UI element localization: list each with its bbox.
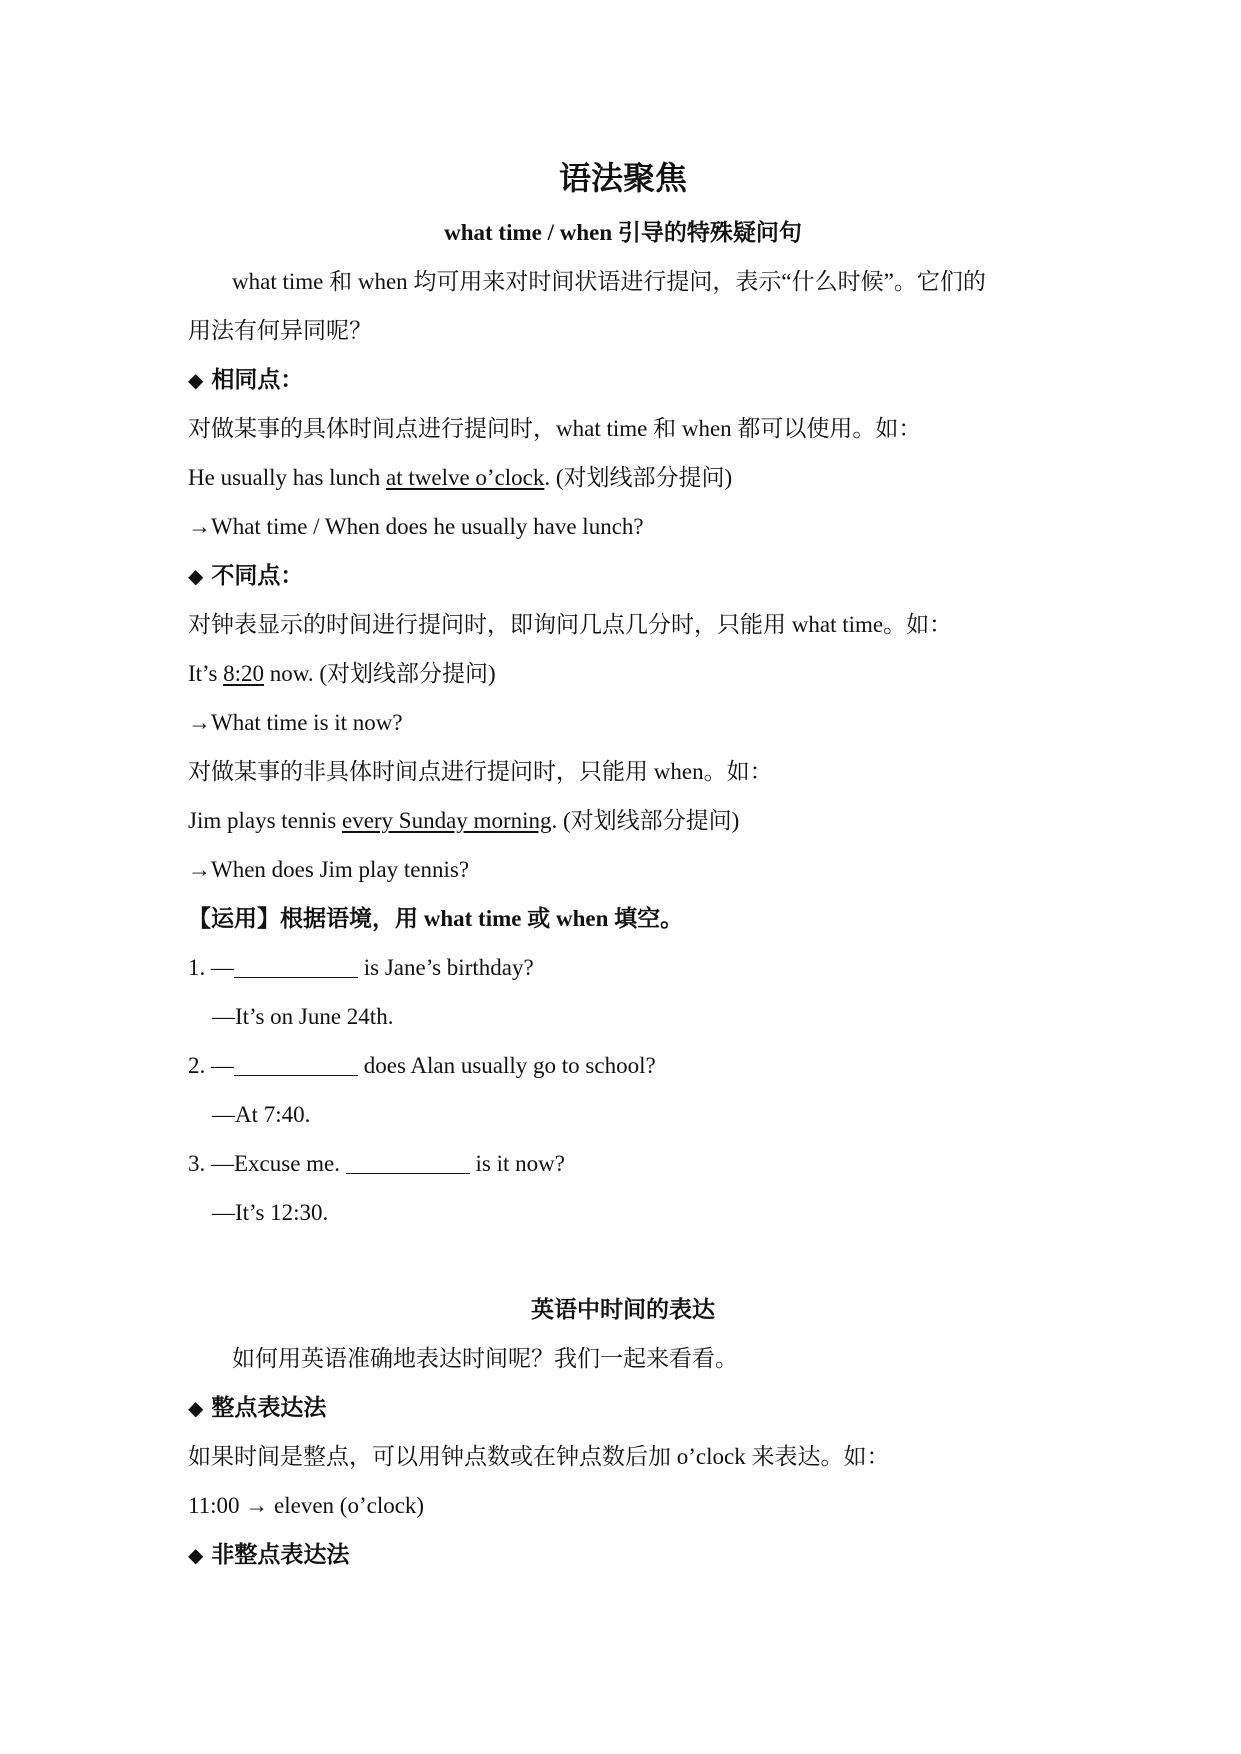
whole-hour-desc: 如果时间是整点，可以用钟点数或在钟点数后加 o’clock 来表达。如： bbox=[188, 1444, 890, 1469]
diamond-bullet-icon: ◆ bbox=[188, 1398, 204, 1420]
question-text: is it now? bbox=[469, 1151, 565, 1176]
practice-question-2 bbox=[188, 1041, 1058, 1090]
diff-points-heading bbox=[188, 551, 1058, 600]
practice-answer-3: —It’s 12:30. bbox=[212, 1200, 329, 1225]
whole-hour-heading bbox=[188, 1383, 1058, 1432]
practice-heading: 【运用】根据语境，用 what time 或 when 填空。 bbox=[188, 906, 684, 931]
diamond-bullet-icon: ◆ bbox=[188, 1545, 204, 1567]
example-text: It’s bbox=[188, 661, 224, 686]
non-whole-hour-label: 非整点表达法 bbox=[211, 1542, 350, 1567]
same-points-heading bbox=[188, 355, 1058, 404]
diamond-bullet-icon: ◆ bbox=[188, 566, 204, 588]
non-whole-hour-heading bbox=[188, 1530, 1058, 1579]
section1-heading: what time / when 引导的特殊疑问句 bbox=[444, 220, 802, 245]
section-spacer bbox=[188, 1237, 1058, 1285]
fill-blank[interactable] bbox=[234, 955, 358, 978]
example-text: Jim plays tennis bbox=[188, 808, 342, 833]
underlined-phrase: every Sunday morning bbox=[341, 808, 552, 833]
question-text: does Alan usually go to school? bbox=[358, 1053, 656, 1078]
same-points-desc: 对做某事的具体时间点进行提问时，what time 和 when 都可以使用。如： bbox=[188, 416, 922, 441]
practice-answer-1: —It’s on June 24th. bbox=[212, 1004, 394, 1029]
question-text: 2. — bbox=[188, 1053, 234, 1078]
example-answer-3: →When does Jim play tennis? bbox=[188, 857, 470, 882]
practice-question-3 bbox=[188, 1139, 1058, 1188]
diff-points-desc-2: 对做某事的非具体时间点进行提问时，只能用 when。如： bbox=[188, 759, 773, 784]
example-answer-1: →What time / When does he usually have lunch? bbox=[188, 514, 644, 539]
question-text: 3. —Excuse me. bbox=[188, 1151, 346, 1176]
example-sentence-1 bbox=[188, 453, 1058, 502]
example-text: . (对划线部分提问) bbox=[544, 465, 733, 490]
diff-points-desc-1: 对钟表显示的时间进行提问时，即询问几点几分时，只能用 what time。如： bbox=[188, 612, 953, 637]
section1-intro-line2: 用法有何异同呢？ bbox=[188, 318, 372, 343]
section1-intro-line1: what time 和 when 均可用来对时间状语进行提问，表示“什么时候”。它们的 bbox=[232, 269, 986, 294]
example-text: now. (对划线部分提问) bbox=[264, 661, 496, 686]
underlined-phrase: 8:20 bbox=[223, 661, 265, 686]
practice-answer-2: —At 7:40. bbox=[212, 1102, 311, 1127]
document-content bbox=[188, 148, 1058, 1579]
fill-blank[interactable] bbox=[346, 1151, 470, 1174]
example-answer-2: →What time is it now? bbox=[188, 710, 403, 735]
diamond-bullet-icon: ◆ bbox=[188, 370, 204, 392]
practice-question-1 bbox=[188, 943, 1058, 992]
section2-intro: 如何用英语准确地表达时间呢？我们一起来看看。 bbox=[232, 1346, 738, 1371]
page-title: 语法聚焦 bbox=[558, 160, 687, 196]
whole-hour-label: 整点表达法 bbox=[211, 1395, 327, 1420]
section2-heading: 英语中时间的表达 bbox=[531, 1297, 715, 1322]
example-sentence-2 bbox=[188, 649, 1058, 698]
whole-hour-example: 11:00 → eleven (o’clock) bbox=[188, 1493, 425, 1518]
question-text: is Jane’s birthday? bbox=[358, 955, 534, 980]
example-sentence-3 bbox=[188, 796, 1058, 845]
underlined-phrase: at twelve o’clock bbox=[386, 465, 545, 490]
example-text: . (对划线部分提问) bbox=[551, 808, 740, 833]
fill-blank[interactable] bbox=[234, 1053, 358, 1076]
same-points-label: 相同点： bbox=[211, 367, 304, 392]
example-text: He usually has lunch bbox=[188, 465, 387, 490]
question-text: 1. — bbox=[188, 955, 234, 980]
diff-points-label: 不同点： bbox=[211, 563, 304, 588]
